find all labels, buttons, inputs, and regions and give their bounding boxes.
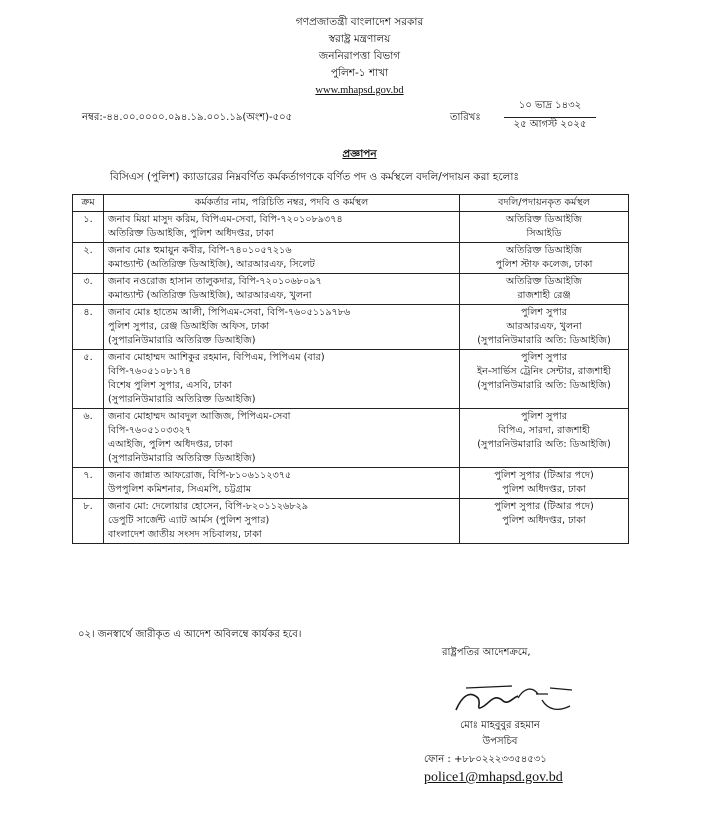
officer-details-line: জনাব মোঃ হুমায়ুন কবীর, বিপি-৭৪০১০৫৭২১৬ bbox=[108, 245, 292, 256]
new-posting-line: পুলিশ সুপার bbox=[520, 352, 568, 363]
new-posting bbox=[460, 499, 629, 544]
effect-note: ০২। জনস্বার্থে জারীকৃত এ আদেশ অবিলম্বে কার্যকর হবে। bbox=[78, 629, 302, 640]
new-posting-line: অতিরিক্ত ডিআইজি bbox=[506, 214, 582, 225]
officer-details-line: জনাব জান্নাত আফরোজ, বিপি-৮১০৬১১২৩৭৫ bbox=[108, 470, 292, 481]
page-title: প্রজ্ঞাপন bbox=[342, 148, 377, 160]
row-serial: ৬. bbox=[73, 409, 104, 468]
officer-details-line: (সুপারনিউমারারি অতিরিক্ত ডিআইজি) bbox=[108, 394, 256, 405]
new-posting-line: (সুপারনিউমারারি অতি: ডিআইজি) bbox=[477, 380, 611, 391]
new-posting-line: রাজশাহী রেঞ্জ bbox=[517, 290, 571, 301]
new-posting bbox=[460, 274, 629, 305]
officer-details-line: বিশেষ পুলিশ সুপার, এসবি, ঢাকা bbox=[108, 380, 232, 391]
officer-details-line: উপপুলিশ কমিশনার, সিএমপি, চট্টগ্রাম bbox=[108, 484, 252, 495]
table-row bbox=[73, 499, 629, 544]
new-posting-line: পুলিশ সুপার bbox=[520, 411, 568, 422]
table-row bbox=[73, 305, 629, 350]
officer-details-line: পুলিশ সুপার, রেঞ্জ ডিআইজি অফিস, ঢাকা bbox=[108, 321, 270, 332]
memo-number: নম্বর:-৪৪.০০.০০০০.০৯৪.১৯.০০১.১৯(অংশ)-৫০৫ bbox=[82, 112, 293, 123]
new-posting bbox=[460, 409, 629, 468]
table-body bbox=[73, 212, 629, 544]
table-row bbox=[73, 468, 629, 499]
officer-details-line: কমান্ড্যান্ট (অতিরিক্ত ডিআইজি), আরআরএফ, সিলেট bbox=[108, 259, 315, 270]
row-serial: ৩. bbox=[73, 274, 104, 305]
officer-details-line: ডেপুটি সার্জেন্ট এ্যাট আর্মস (পুলিশ সুপার) bbox=[108, 515, 270, 526]
table-header-row bbox=[73, 195, 629, 212]
officer-details-line: জনাব মো: দেলোয়ার হোসেন, বিপি-৮২০১১২৬৮২৯ bbox=[108, 501, 309, 512]
phone-number: ফোন : +৮৮০২২২৩৩৫৪৫৩১ bbox=[424, 754, 547, 765]
officer-details-line: বাংলাদেশ জাতীয় সংসদ সচিবালয়, ঢাকা bbox=[108, 529, 262, 540]
date-english: ২৫ আগস্ট ২০২৫ bbox=[513, 119, 587, 130]
officer-details bbox=[104, 468, 460, 499]
signatory-block bbox=[425, 718, 575, 750]
officer-details bbox=[104, 243, 460, 274]
row-serial: ৮. bbox=[73, 499, 104, 544]
table-row bbox=[73, 274, 629, 305]
new-posting-line: অতিরিক্ত ডিআইজি bbox=[506, 245, 582, 256]
new-posting-line: পুলিশ সুপার (টিআর পদে) bbox=[494, 501, 594, 512]
officer-details-line: (সুপারনিউমারারি অতিরিক্ত ডিআইজি) bbox=[108, 453, 256, 464]
new-posting-line: আরআরএফ, খুলনা bbox=[506, 321, 582, 332]
table-row bbox=[73, 350, 629, 409]
header-posting: বদলি/পদায়নকৃত কর্মস্থল bbox=[460, 195, 629, 212]
officer-details-line: জনাব মোহাম্মদ আশিকুর রহমান, বিপিএম, পিপিএম (বার) bbox=[108, 352, 325, 363]
new-posting-line: (সুপারনিউমারারি অতি: ডিআইজি) bbox=[477, 335, 611, 346]
letterhead bbox=[0, 14, 719, 99]
row-serial: ৪. bbox=[73, 305, 104, 350]
intro-text: বিসিএস (পুলিশ) ক্যাডারের নিম্নবর্ণিত কর্মকর্তাগণকে বর্ণিত পদ ও কর্মস্থলে বদলি/পদায়ন করা হলোঃ bbox=[110, 171, 520, 183]
new-posting bbox=[460, 212, 629, 243]
division-name: জননিরাপত্তা বিভাগ bbox=[318, 50, 401, 62]
new-posting-line: সিআইডি bbox=[526, 228, 562, 239]
new-posting-line: পুলিশ স্টাফ কলেজ, ঢাকা bbox=[495, 259, 593, 270]
transfer-table bbox=[72, 194, 629, 544]
header-details: কর্মকর্তার নাম, পরিচিতি নম্বর, পদবি ও কর্মস্থল bbox=[104, 195, 460, 212]
new-posting-line: অতিরিক্ত ডিআইজি bbox=[506, 276, 582, 287]
ministry-name: স্বরাষ্ট্র মন্ত্রণালয় bbox=[328, 33, 391, 45]
new-posting bbox=[460, 468, 629, 499]
officer-details bbox=[104, 305, 460, 350]
row-serial: ১. bbox=[73, 212, 104, 243]
new-posting-line: বিপিএ, সারদা, রাজশাহী bbox=[498, 425, 590, 436]
new-posting-line: পুলিশ অধিদপ্তর, ঢাকা bbox=[502, 515, 586, 526]
officer-details bbox=[104, 499, 460, 544]
new-posting-line: পুলিশ অধিদপ্তর, ঢাকা bbox=[502, 484, 586, 495]
new-posting-line: পুলিশ সুপার bbox=[520, 307, 568, 318]
officer-details-line: জনাব মিয়া মাসুদ করিম, বিপিএম-সেবা, বিপি-৭২০১০৮৯৩৭৪ bbox=[108, 214, 343, 225]
table-row bbox=[73, 409, 629, 468]
branch-name: পুলিশ-১ শাখা bbox=[330, 67, 389, 79]
row-serial: ৭. bbox=[73, 468, 104, 499]
signature-mark bbox=[452, 676, 577, 722]
new-posting bbox=[460, 350, 629, 409]
officer-details bbox=[104, 274, 460, 305]
officer-details bbox=[104, 350, 460, 409]
table-row bbox=[73, 243, 629, 274]
signatory-name: মোঃ মাহবুবুর রহমান bbox=[460, 720, 540, 731]
new-posting bbox=[460, 243, 629, 274]
officer-details-line: এআইজি, পুলিশ অধিদপ্তর, ঢাকা bbox=[108, 439, 233, 450]
row-serial: ৫. bbox=[73, 350, 104, 409]
officer-details-line: কমান্ড্যান্ট (অতিরিক্ত ডিআইজি), আরআরএফ, খুলনা bbox=[108, 290, 312, 301]
new-posting-line: পুলিশ সুপার (টিআর পদে) bbox=[494, 470, 594, 481]
new-posting-line: (সুপারনিউমারারি অতি: ডিআইজি) bbox=[477, 439, 611, 450]
website-link[interactable]: www.mhapsd.gov.bd bbox=[315, 85, 404, 96]
email-link[interactable]: police1@mhapsd.gov.bd bbox=[424, 770, 563, 785]
officer-details-line: বিপি-৭৬০৫১০৮১৭৪ bbox=[108, 366, 192, 377]
govt-name: গণপ্রজাতন্ত্রী বাংলাদেশ সরকার bbox=[295, 16, 424, 28]
row-serial: ২. bbox=[73, 243, 104, 274]
officer-details-line: অতিরিক্ত ডিআইজি, পুলিশ অধিদপ্তর, ঢাকা bbox=[108, 228, 274, 239]
officer-details-line: (সুপারনিউমারারি অতিরিক্ত ডিআইজি) bbox=[108, 335, 256, 346]
officer-details-line: জনাব মোঃ হাতেম আলী, পিপিএম-সেবা, বিপি-৭৬০৫১১৯৭৮৬ bbox=[108, 307, 351, 318]
signatory-designation: উপসচিব bbox=[482, 736, 518, 747]
new-posting bbox=[460, 305, 629, 350]
order-line: রাষ্ট্রপতির আদেশক্রমে, bbox=[442, 647, 531, 658]
officer-details bbox=[104, 212, 460, 243]
officer-details-line: জনাব মোহাম্মদ আবদুল আজিজ, পিপিএম-সেবা bbox=[108, 411, 291, 422]
new-posting-line: ইন-সার্ভিস ট্রেনিং সেন্টার, রাজশাহী bbox=[477, 366, 611, 377]
officer-details bbox=[104, 409, 460, 468]
officer-details-line: জনাব নওরোজ হাসান তালুকদার, বিপি-৭২০১০৬৮০৯৭ bbox=[108, 276, 322, 287]
date-bangla: ১০ ভাদ্র ১৪৩২ bbox=[504, 98, 596, 118]
table-row bbox=[73, 212, 629, 243]
date-label: তারিখঃ bbox=[450, 112, 481, 123]
header-serial: ক্রম bbox=[73, 195, 104, 212]
officer-details-line: বিপি-৭৬০৫১০৩৩২৭ bbox=[108, 425, 192, 436]
